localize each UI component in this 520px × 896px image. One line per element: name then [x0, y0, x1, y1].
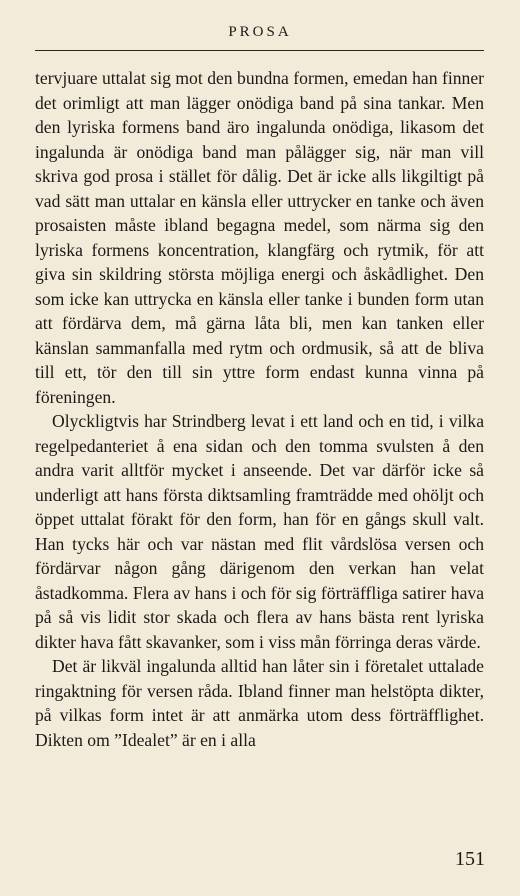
header-rule — [35, 50, 484, 51]
paragraph-2: Olyckligtvis har Strindberg levat i ett land och en tid, i vilka regelpedanteriet å ena sidan och den tomma svulsten å den andra varit alltför mycket i anseende. Det var därför icke så underligt att hans första diktsamling framträdde med ohöljt och öppet uttalat förakt för den form, han för en gångs skull valt. Han tycks här och var nästan med flit vårdslösa versen och fördärvar någon gång därigenom den verkan han velat åstadkomma. Flera av hans i och för sig förträffliga satirer hava på så vis lidit stor skada och flera av hans bästa rent lyriska dikter hava fått skavanker, som i viss mån förringa deras värde. — [35, 411, 484, 652]
page-number: 151 — [455, 848, 485, 870]
paragraph-1: tervjuare uttalat sig mot den bundna formen, emedan han finner det orimligt att man lägger onödiga band på sina tankar. Men den lyriska formens band äro ingalunda onödiga, likasom det ingalunda är onödiga band man pålägger sig, när man vill skriva god prosa i stället för dålig. Det är icke alls likgiltigt på vad sätt man uttalar en känsla eller uttrycker en tanke och även prosaisten måste ibland begagna medel, som närma sig den lyriska formens koncentration, klangfärg och rytmik, för att giva sin skildring största möjliga energi och åskådlighet. Den som icke kan uttrycka en känsla eller tanke i bunden form utan att fördärva dem, må gärna låta bli, men kan tanken eller känslan sammanfalla med rytm och ordmusik, så att de bliva till ett, tör den till sin yttre form endast kunna vinna på föreningen. — [35, 68, 484, 407]
body-text — [35, 66, 484, 752]
running-head: PROSA — [228, 24, 292, 40]
paragraph-3: Det är likväl ingalunda alltid han låter sin i företalet uttalade ringaktning för versen råda. Ibland finner man helstöpta dikter, på vilkas form intet är att anmärka utom dess förträfflighet. Dikten om ”Idealet” är en i alla — [35, 656, 484, 750]
